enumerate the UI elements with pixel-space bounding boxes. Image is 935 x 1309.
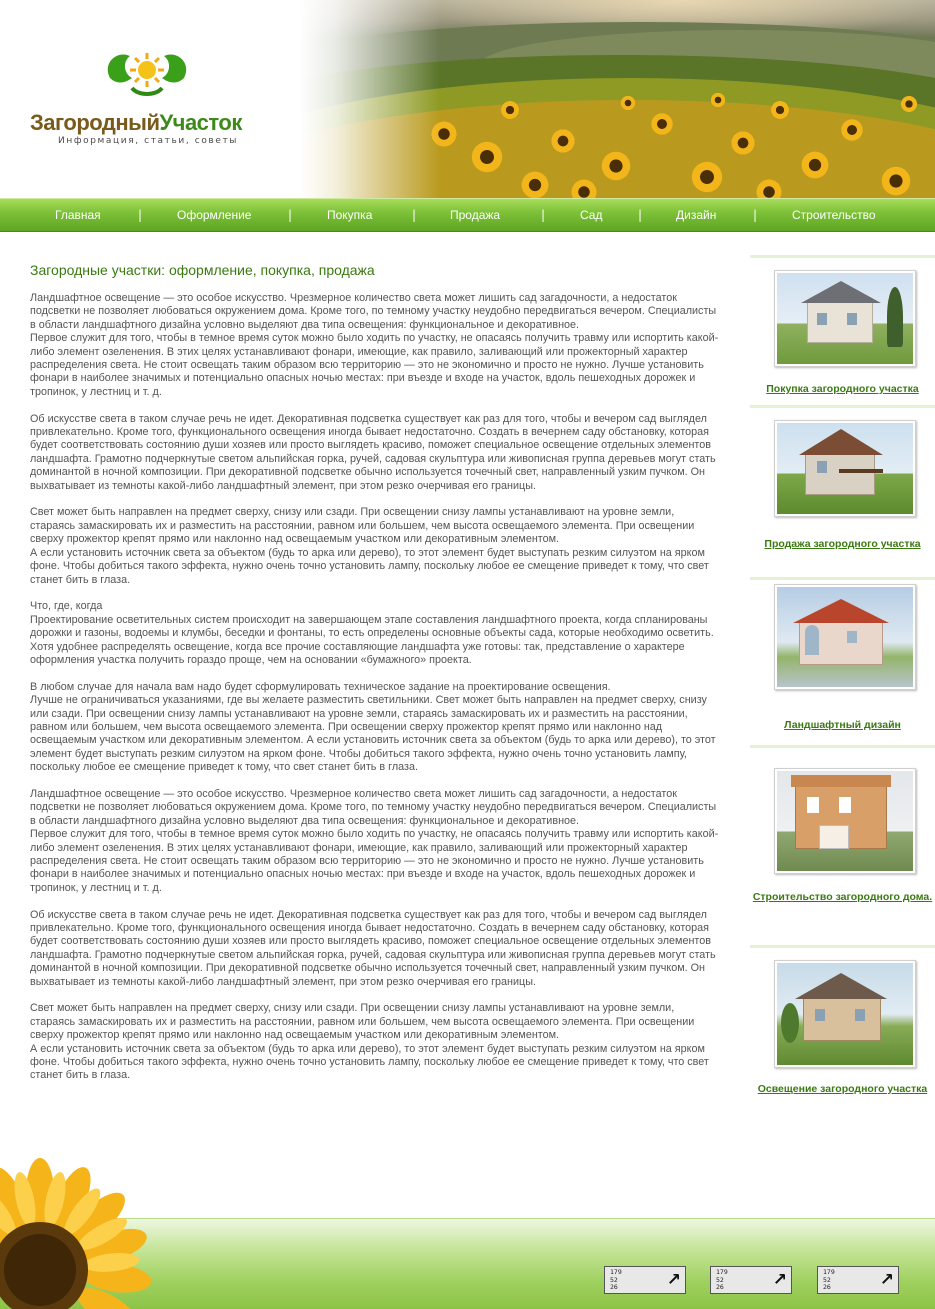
nav-item-garden[interactable]: Сад [580, 208, 603, 222]
article-paragraph: Об искусстве света в таком случае речь не идет. Декоративная подсветка существует как раз для того, чтобы и вечером сад выглядел привлекательно. Кроме того, функционального освещения иногда бывает недостаточно. Создать в вечернем саду обстановку, которая будет соответствовать состоянию души хозяев или просто выглядеть красиво, поможет специальное освещение отдельных элементов ландшафта. Грамотно подчеркнутые светом альпийская горка, ручей, садовая скульптура или живописная группа деревьев могут стать доминантой в ночной композиции. При декоративной подсветке обычно используется точечный свет, направленный узким пучком. Он выхватывает из темноты какой-либо ландшафтный элемент, при этом резко очерчивая его границы. [30, 908, 716, 988]
house-thumbnail-sale[interactable] [774, 420, 916, 517]
nav-separator: | [138, 208, 143, 222]
article-paragraph: Об искусстве света в таком случае речь не идет. Декоративная подсветка существует как раз для того, чтобы и вечером сад выглядел привлекательно. Кроме того, функционального освещения иногда бывает недостаточно. Создать в вечернем саду обстановку, которая будет соответствовать состоянию души хозяев или просто выглядеть красиво, поможет специальное освещение отдельных элементов ландшафта. Грамотно подчеркнутые светом альпийская горка, ручей, садовая скульптура или живописная группа деревьев могут стать доминантой в ночной композиции. При декоративной подсветке обычно используется точечный свет, направленный узким пучком. Он выхватывает из темноты какой-либо ландшафтный элемент, при этом резко очерчивая его границы. [30, 412, 716, 492]
sidebar-item [750, 405, 935, 577]
counter-badge[interactable] [710, 1266, 792, 1294]
logo-sun-leaves-icon [102, 48, 192, 100]
sidebar-item [750, 945, 935, 1125]
header [0, 0, 935, 198]
hero-sunflower-field-image [300, 0, 935, 198]
main-content [30, 262, 720, 1096]
nav-separator: | [753, 208, 758, 222]
nav-item-purchase[interactable]: Покупка [327, 208, 373, 222]
house-thumbnail-construction[interactable] [774, 768, 916, 874]
decorative-sunflower-image [0, 1120, 190, 1309]
counter-stats: 179 52 26 [716, 1268, 728, 1291]
site-logo[interactable] [30, 48, 270, 148]
sidebar-item [750, 255, 935, 405]
main-nav [0, 198, 935, 232]
article-paragraph: Что, где, когда Проектирование осветительных систем происходит на завершающем этапе составления ландшафтного проекта, когда спланированы дорожки и газоны, водоемы и клумбы, беседки и фонтаны, то есть определены основные объекты сада, которые необходимо осветить. Хотя удобнее распределять освещение, когда все прочие составляющие ландшафта уже готовы: так, представление о характере оформления участка получить гораздо проще, чем на основании «бумажного» проекта. [30, 600, 714, 666]
counter-stats: 179 52 26 [610, 1268, 622, 1291]
sidebar-link-landscape-design[interactable]: Ландшафтный дизайн [784, 719, 901, 731]
arrow-up-right-icon: ↗ [666, 1270, 681, 1290]
article-paragraph: Свет может быть направлен на предмет сверху, снизу или сзади. При освещении снизу лампы устанавливают на уровне земли, стараясь замаскировать их и разместить на расстоянии, равном или большем, чем высота освещаемого элемента. При освещении сверху прожектор крепят прямо или наклонно над освещаемым участком или декоративным элементом. А если установить источник света за объектом (будь то арка или дерево), то этот элемент будет выступать резким силуэтом на ярком фоне. Чтобы добиться такого эффекта, нужно очень точно установить лампу, поскольку любое ее смещение приведет к тому, что свет станет бить в глаза. [30, 506, 709, 586]
article-paragraph: Ландшафтное освещение — это особое искусство. Чрезмерное количество света может лишить сад загадочности, а недостаток подсветки не позволяет любоваться окружением дома. Кроме того, по темному участку неудобно передвигаться вечером. Специалисты в области ландшафтного дизайна условно выделяют два типа освещения: функциональное и декоративное. Первое служит для того, чтобы в темное время суток можно было ходить по участку, не опасаясь получить травму или испортить какой-либо элемент озеленения. В этих целях устанавливают фонари, имеющие, как правило, заливающий или прожекторный характер распределения света. Не стоит освещать таким образом всю территорию — это не экономично и просто не нужно. Лучше установить фонари в наиболее значимых и потенциально опасных ночью местах: при въезде и входе на участок, вдоль пешеходных дорожек и тропинок, у лестниц и т. д. [30, 787, 719, 894]
nav-item-construction[interactable]: Строительство [792, 208, 876, 222]
sidebar-link-purchase[interactable]: Покупка загородного участка [766, 383, 919, 395]
article-paragraph: В любом случае для начала вам надо будет сформулировать техническое задание на проектирование освещения. Лучше не ограничиваться указаниями, где вы желаете разместить светильники. Свет может быть направлен на предмет сверху, снизу или сзади. При освещении снизу лампы устанавливают на уровне земли, стараясь замаскировать их и разместить на расстоянии, равном или большем, чем высота освещаемого элемента. При освещении сверху прожектор крепят прямо или наклонно над освещаемым участком или декоративным элементом. А если установить источник света за объектом (будь то арка или дерево), то этот элемент будет выступать резким силуэтом на ярком фоне. Чтобы добиться такого эффекта, нужно очень точно установить лампу, поскольку любое ее смещение приведет к тому, что свет станет бить в глаза. [30, 680, 716, 774]
counter-badge[interactable] [817, 1266, 899, 1294]
arrow-up-right-icon: ↗ [879, 1270, 894, 1290]
logo-title-part2: Участок [159, 110, 242, 135]
nav-item-home[interactable]: Главная [55, 208, 101, 222]
article-paragraph: Свет может быть направлен на предмет сверху, снизу или сзади. При освещении снизу лампы устанавливают на уровне земли, стараясь замаскировать их и разместить на расстоянии, равном или большем, чем высота освещаемого элемента. При освещении сверху прожектор крепят прямо или наклонно над освещаемым участком или декоративным элементом. А если установить источник света за объектом (будь то арка или дерево), то этот элемент будет выступать резким силуэтом на ярком фоне. Чтобы добиться такого эффекта, нужно очень точно установить лампу, поскольку любое ее смещение приведет к тому, что свет станет бить в глаза. [30, 1002, 709, 1082]
logo-title-part1: Загородный [30, 110, 160, 135]
sidebar-link-lighting[interactable]: Освещение загородного участка [757, 1083, 928, 1095]
house-thumbnail-purchase[interactable] [774, 270, 916, 367]
sidebar-item [750, 577, 935, 745]
nav-separator: | [638, 208, 643, 222]
nav-item-design-decor[interactable]: Оформление [177, 208, 252, 222]
nav-separator: | [541, 208, 546, 222]
house-thumbnail-lighting[interactable] [774, 960, 916, 1068]
counter-badge[interactable] [604, 1266, 686, 1294]
nav-item-design[interactable]: Дизайн [676, 208, 717, 222]
sidebar-link-construction[interactable]: Строительство загородного дома. [752, 891, 933, 903]
logo-tagline: Информация, статьи, советы [58, 136, 239, 146]
sidebar-item [750, 745, 935, 945]
nav-separator: | [288, 208, 293, 222]
article-paragraph: Ландшафтное освещение — это особое искусство. Чрезмерное количество света может лишить сад загадочности, а недостаток подсветки не позволяет любоваться окружением дома. Кроме того, по темному участку неудобно передвигаться вечером. Специалисты в области ландшафтного дизайна условно выделяют два типа освещения: функциональное и декоративное. Первое служит для того, чтобы в темное время суток можно было ходить по участку, не опасаясь получить травму или испортить какой-либо элемент озеленения. В этих целях устанавливают фонари, имеющие, как правило, заливающий или прожекторный характер распределения света. Не стоит освещать таким образом всю территорию — это не экономично и просто не нужно. Лучше установить фонари в наиболее значимых и потенциально опасных ночью местах: при въезде и входе на участок, вдоль пешеходных дорожек и тропинок, у лестниц и т. д. [30, 292, 719, 398]
sidebar-link-sale[interactable]: Продажа загородного участка [764, 538, 921, 550]
logo-title [30, 110, 242, 136]
page-title: Загородные участки: оформление, покупка, продажа [30, 262, 375, 278]
nav-separator: | [412, 208, 417, 222]
counter-stats: 179 52 26 [823, 1268, 835, 1291]
arrow-up-right-icon: ↗ [772, 1270, 787, 1290]
nav-item-sale[interactable]: Продажа [450, 208, 501, 222]
house-thumbnail-landscape[interactable] [774, 584, 916, 690]
